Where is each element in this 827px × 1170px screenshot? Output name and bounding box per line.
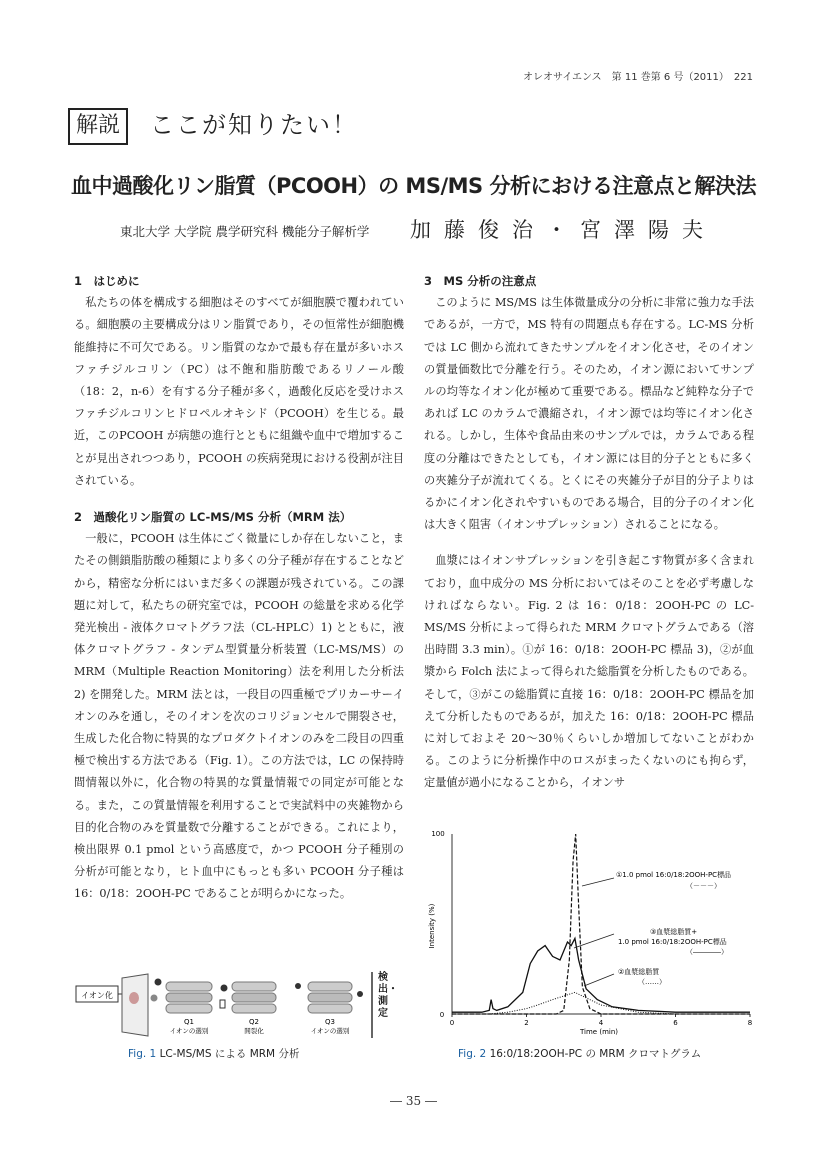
paragraph: 一般に，PCOOH は生体にごく微量にしか存在しないこと，またその側鎖脂肪酸の種類により多くの分子種が存在することなどから，精密な分析にはいまだ多くの課題が残されている。この課題に対して，私たちの研究室では，PCOOH の総量を求める化学発光検出 - 液体クロマトグラフ法（CL-HPLC）1) とともに，液体クロマトグラフ - タンデム型質量分析装置（LC-MS/MS）の MRM（Multiple Reaction Monitoring）法を利用した分析法 2) を開発した。MRM 法とは，一段目の四重極でプリカーサーイオンのみを通し，そのイオンを次のコリジョンセルで開裂させ，生成した化合物に特異的なプロダクトイオンのみを二段目の四重極で検出する方法である（Fig. 1）。この方法では，LC の保持時間情報以外に，化合物の特異的な質量情報での同定が可能となる。また，この質量情報を利用することで実試料中の夾雑物から目的化合物のみを質量数で分離することができる。これにより，検出限界 0.1 pmol という高感度で，かつ PCOOH 分子種別の分析が可能となり，ヒト血中にもっとも多い PCOOH 分子種は 16：0/18：2OOH-PC であることが明らかになった。 <box>74 532 404 901</box>
series-line-dashed <box>452 834 750 1014</box>
q2-sub: 開裂化 <box>244 1027 264 1035</box>
x-tick-label: 6 <box>673 1019 678 1027</box>
fig2-caption <box>458 1046 701 1061</box>
fig2-caption-label: Fig. 2 <box>458 1048 487 1060</box>
journal-header: オレオサイエンス 第 11 巻第 6 号（2011） 221 <box>523 72 753 83</box>
q2-label: Q2 <box>249 1018 259 1026</box>
fig1-caption <box>128 1046 299 1061</box>
paragraph: 血漿にはイオンサプレッションを引き起こす物質が多く含まれており，血中成分の MS 分析においてはそのことを必ず考慮しなければならない。Fig. 2 は 16：0/18：2OOH-PC の LC-MS/MS 分析によって得られた MRM クロマトグラムである（溶出時間 3.3 min）。①が 16：0/18：2OOH-PC 標品 3)，②が血漿から Folch 法によって得られた総脂質を分析したものである。そして，③がこの総脂質に直接 16：0/18：2OOH-PC 標品を加えて分析したものであるが，加えた 16：0/18：2OOH-PC 標品に対しておよそ 20～30％くらいしか増加してないことがわかる。このように分析操作中のロスがまったくないのにも拘らず，定量値が過小になることから，イオンサ <box>424 554 754 790</box>
detect-label: 検出・測定 <box>378 972 398 1019</box>
fig2-chart <box>424 826 756 1040</box>
section-spacer <box>74 492 404 506</box>
collision-cell-q2 <box>220 982 276 1013</box>
y-axis-label: Intensity (%) <box>428 903 436 949</box>
x-tick-label: 2 <box>524 1019 529 1027</box>
q3-sub: イオンの選別 <box>310 1027 350 1035</box>
x-axis-label: Time (min) <box>579 1028 619 1036</box>
sample-blob <box>129 992 139 1004</box>
figure-2 <box>424 826 756 1040</box>
ann2-leader <box>584 974 614 986</box>
series-title: ここが知りたい！ <box>150 111 358 139</box>
ion-label: イオン化 <box>81 991 113 1000</box>
left-column <box>74 270 404 906</box>
affiliation: 東北大学 大学院 農学研究科 機能分子解析学 <box>120 224 370 239</box>
figure-1 <box>74 968 398 1042</box>
ion-cone <box>122 974 148 1036</box>
ann1-line1: ①1.0 pmol 16:0/18:2OOH-PC標品 <box>616 871 732 879</box>
y-tick-0: 0 <box>439 1011 445 1019</box>
y-tick-100: 100 <box>431 830 445 838</box>
right-column <box>424 270 754 795</box>
x-tick-label: 0 <box>449 1019 455 1027</box>
ann3-line2: 1.0 pmol 16:0/18:2OOH-PC標品 <box>618 938 727 946</box>
quadrupole-q1 <box>151 979 213 1014</box>
section-heading: 2 過酸化リン脂質の LC-MS/MS 分析（MRM 法） <box>74 510 352 525</box>
article-title: 血中過酸化リン脂質（PCOOH）の MS/MS 分析における注意点と解決法 <box>71 174 756 198</box>
fig1-caption-label: Fig. 1 <box>128 1048 157 1060</box>
series-lines <box>452 834 750 1014</box>
ann1-line2: （－－－） <box>686 882 721 890</box>
ann2-line1: ②血漿総脂質 <box>618 968 660 976</box>
x-tick-label: 4 <box>598 1019 604 1027</box>
fig2-caption-text: 16:0/18:2OOH-PC の MRM クロマトグラム <box>489 1048 702 1060</box>
page-number: ― 35 ― <box>390 1094 437 1108</box>
ann3-line3: （――――） <box>686 948 728 956</box>
q3-label: Q3 <box>325 1018 335 1026</box>
section-spacer <box>424 536 754 550</box>
q1-label: Q1 <box>184 1018 194 1026</box>
x-ticks <box>450 1014 752 1027</box>
authors: 加藤俊治・宮澤陽夫 <box>410 218 716 242</box>
q1-sub: イオンの選別 <box>169 1027 209 1035</box>
ann3-line1: ③血漿総脂質+ <box>650 928 698 936</box>
paragraph: 私たちの体を構成する細胞はそのすべてが細胞膜で覆われている。細胞膜の主要構成分はリン脂質であり，その恒常性が細胞機能維持に不可欠である。リン脂質のなかで最も存在量が多いホスファチジルコリン（PC）は不飽和脂肪酸であるリノール酸（18：2，n-6）を有する分子種が多く，過酸化反応を受けホスファチジルコリンヒドロペルオキシド（PCOOH）を生じる。最近，このPCOOH が病態の進行とともに組織や血中で増加することが見出されつつあり，PCOOH の疾病発現における役割が注目されている。 <box>74 296 404 487</box>
fig1-diagram <box>74 968 398 1042</box>
quadrupole-q3 <box>295 982 363 1013</box>
section-heading: 1 はじめに <box>74 274 140 288</box>
section-heading: 3 MS 分析の注意点 <box>424 274 537 288</box>
fig1-caption-text: LC-MS/MS による MRM 分析 <box>159 1048 300 1060</box>
ann1-leader <box>582 878 614 886</box>
paragraph: このように MS/MS は生体微量成分の分析に非常に強力な手法であるが，一方で，MS 特有の問題点も存在する。LC-MS 分析では LC 側から流れてきたサンプルをイオン化させ，そのイオンの質量価数比で分離を行う。そのため，イオン源においてサンプルの均等なイオン化が極めて重要である。標品など純粋な分子であれば LC のカラムで濃縮され，イオン源では均等にイオン化される。しかし，生体や食品由来のサンプルでは，カラムである程度の分離はできたとしても，イオン源には目的分子とともに多くの夾雑分子が流れてくる。とくにその夾雑分子が目的分子よりはるかにイオン化されやすいものである場合，目的分子のイオン化は大きく阻害（イオンサプレッション）されることになる。 <box>424 296 754 532</box>
ann2-line2: （……） <box>638 978 666 986</box>
article-type-label: 解説 <box>68 108 128 145</box>
x-tick-label: 8 <box>747 1019 753 1027</box>
